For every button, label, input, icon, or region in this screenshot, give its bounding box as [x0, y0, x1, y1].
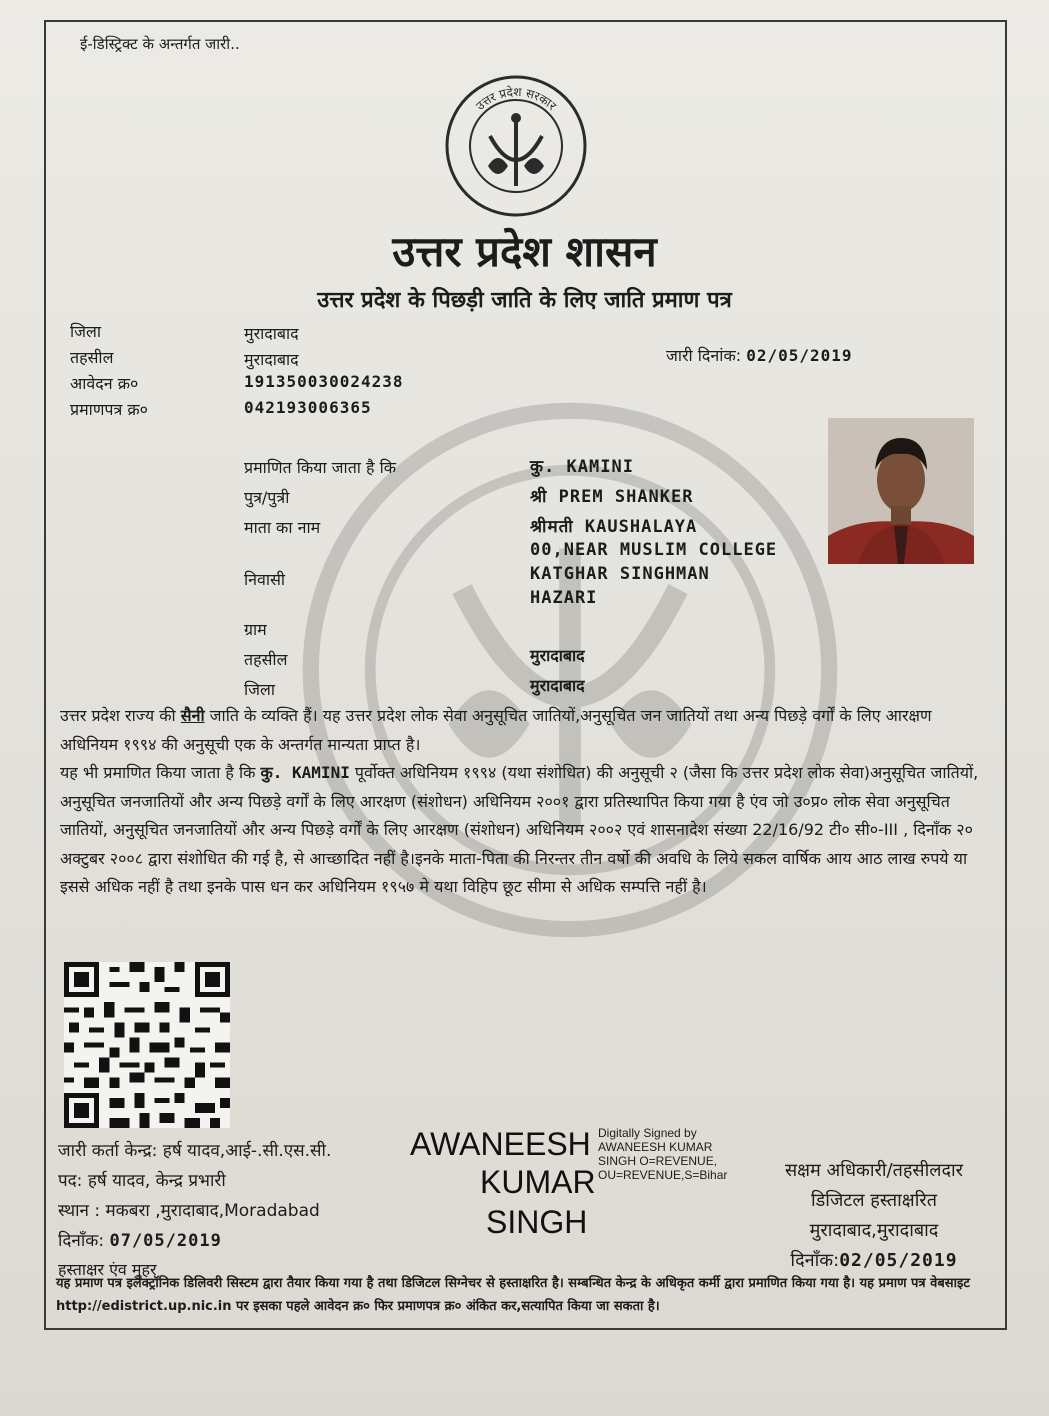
certificate-body [60, 702, 990, 902]
application-label: आवेदन क्र० [70, 374, 139, 393]
applicant-name: कु. KAMINI [530, 457, 634, 477]
person-district-value: मुरादाबाद [530, 676, 585, 695]
up-government-emblem-icon [444, 74, 588, 218]
signer-name-line-1: AWANEESH [410, 1126, 591, 1162]
authority-date-label: दिनाँक: [790, 1250, 840, 1271]
address-line-3: HAZARI [530, 588, 598, 608]
authority-location: मुरादाबाद,मुरादाबाद [809, 1220, 939, 1241]
digitally-signed-label: डिजिटल हस्ताक्षरित [811, 1190, 937, 1211]
village-label: ग्राम [244, 620, 267, 639]
authority-title: सक्षम अधिकारी/तहसीलदार [784, 1160, 964, 1181]
tehsil-label: तहसील [70, 348, 114, 367]
mother-name: श्रीमती KAUSHALAYA [530, 517, 698, 537]
sign-and-seal: हस्ताक्षर एंव मुहर [58, 1260, 157, 1279]
certified-label: प्रमाणित किया जाता है कि [244, 458, 397, 477]
footer-date-label: दिनाँक: [58, 1231, 105, 1251]
emblem-text: उत्तर प्रदेश सरकार [473, 84, 560, 114]
child-of-label: पुत्र/पुत्री [244, 488, 290, 507]
person-tehsil-value: मुरादाबाद [530, 646, 585, 665]
issue-place: स्थान : मकबरा ,मुरादाबाद,Moradabad [58, 1201, 320, 1221]
father-name: श्री PREM SHANKER [530, 487, 694, 507]
edistrict-note: ई-डिस्ट्रिक्ट के अन्तर्गत जारी.. [80, 35, 240, 53]
signer-name-line-2: KUMAR [480, 1164, 596, 1200]
digital-signature-details: Digitally Signed by AWANEESH KUMAR SINGH O=REVENUE, OU=REVENUE,S=Bihar [598, 1126, 728, 1182]
body-applicant-name: कु. KAMINI [260, 763, 350, 782]
government-title: उत्तर प्रदेश शासन [392, 227, 657, 276]
qr-code-icon [64, 962, 230, 1128]
body-para1-end: जाति के व्यक्ति हैं। यह उत्तर प्रदेश लोक सेवा अनुसूचित जातियों,अनुसूचित जन जातियों तथा अन्य पिछड़े वर्गों के लिए आरक्षण अधिनियम १९९४ की अनुसूची एक के अन्तर्गत मान्यता प्राप्त है। [60, 706, 932, 754]
issuer-center: जारी कर्ता केन्द्र: हर्ष यादव,आई-.सी.एस.सी. [58, 1141, 332, 1161]
issue-date-label: जारी दिनांक: [666, 346, 742, 365]
mother-label: माता का नाम [244, 518, 321, 537]
certificate-label: प्रमाणपत्र क्र० [70, 400, 148, 419]
body-para1-start: उत्तर प्रदेश राज्य की [60, 706, 181, 725]
disclaimer: यह प्रमाण पत्र इलेक्ट्रॉनिक डिलिवरी सिस्टम द्वारा तैयार किया गया है तथा डिजिटल सिग्नेचर से हस्ताक्षरित है। सम्बन्धित केन्द्र के अधिकृत कर्मी द्वारा प्रमाणित किया गया है। यह प्रमाण पत्र वेबसाइट http://edistrict.up.nic.in पर इसका पहले आवेदन क्र० फिर प्रमाणपत्र क्र० अंकित कर,सत्यापित किया जा सकता है। [56, 1276, 970, 1314]
address-line-1: 00,NEAR MUSLIM COLLEGE [530, 540, 778, 560]
caste-name: सैनी [180, 706, 205, 725]
body-para2-start: यह भी प्रमाणित किया जाता है कि [60, 763, 261, 782]
resident-label: निवासी [244, 570, 286, 589]
certificate-title: उत्तर प्रदेश के पिछड़ी जाति के लिए जाति प्रमाण पत्र [317, 288, 732, 313]
authority-date-value: 02/05/2019 [839, 1250, 958, 1271]
certificate-number: 042193006365 [244, 398, 372, 417]
person-district-label: जिला [244, 680, 276, 699]
district-label: जिला [70, 322, 102, 341]
signer-name-line-3: SINGH [486, 1204, 588, 1240]
authority-date [744, 1248, 1004, 1272]
footer-date-value: 07/05/2019 [109, 1231, 222, 1251]
issue-date-value: 02/05/2019 [746, 346, 853, 365]
applicant-photo [828, 418, 974, 564]
person-tehsil-label: तहसील [244, 650, 288, 669]
issuer-post: पद: हर्ष यादव, केन्द्र प्रभारी [58, 1171, 226, 1191]
issue-date [666, 344, 853, 366]
address-line-2: KATGHAR SINGHMAN [530, 564, 710, 584]
body-para2-end: पूर्वोक्त अधिनियम १९९४ (यथा संशोधित) की अनुसूची २ (जैसा कि उत्तर प्रदेश लोक सेवा)अनुसूचित जातियों, अनुसूचित जनजातियों और अन्य पिछड़े वर्गों के लिए आरक्षण (संशोधन) अधिनियम २००१ द्वारा प्रतिस्थापित किया गया है एंव जो उ०प्र० लोक सेवा अनुसूचित जातियों, अनुसूचित जनजातियों और अन्य पिछड़े वर्गों के लिए आरक्षण (संशोधन) अधिनियम २००२ एवं शासनादेश संख्या 22/16/92 टी० सी०-III , दिनाँक २० अक्टुबर २००८ द्वारा संशोधित की गई है, से आच्छादित नहीं है।इनके माता-पिता की निरन्तर तीन वर्षो की अवधि के लिये सकल वार्षिक आय आठ लाख रुपये या इससे अधिक नहीं है तथा इनके पास धन कर अधिनियम १९५७ मे यथा विहिप छूट सीमा से अधिक सम्पत्ति नहीं है। [60, 763, 979, 896]
tehsil-value: मुरादाबाद [244, 350, 299, 369]
footer-date [58, 1228, 222, 1251]
application-number: 191350030024238 [244, 372, 404, 391]
district-value: मुरादाबाद [244, 324, 299, 343]
